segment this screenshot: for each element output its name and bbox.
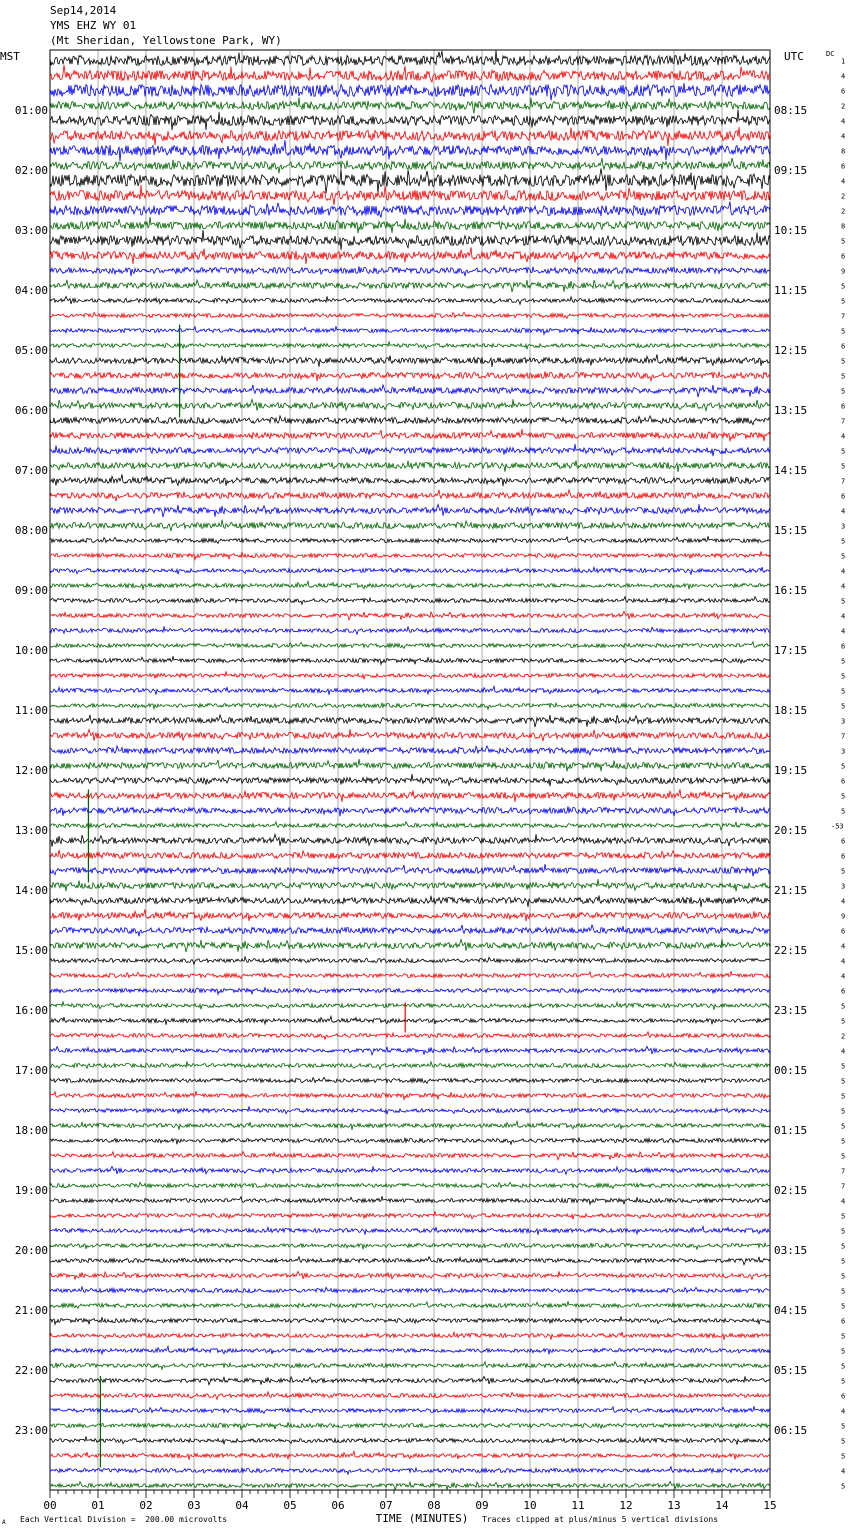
dc-offset-value: 6: [841, 87, 846, 96]
dc-offset-value: 6: [841, 162, 846, 171]
dc-offset-value: 5: [841, 1062, 846, 1071]
dc-offset-value: -53: [831, 822, 844, 831]
dc-offset-value: 5: [841, 1122, 846, 1131]
dc-offset-value: 5: [841, 672, 846, 681]
seismic-trace: [50, 1332, 770, 1340]
dc-offset-value: 5: [841, 1227, 846, 1236]
seismic-trace: [50, 185, 770, 205]
dc-offset-value: 6: [841, 837, 846, 846]
dc-offset-value: 4: [841, 957, 846, 966]
right-hour-label: 04:15: [774, 1304, 808, 1317]
dc-offset-value: 5: [841, 1452, 846, 1461]
dc-offset-value: 6: [841, 852, 846, 861]
dc-offset-value: 5: [841, 1137, 846, 1146]
left-hour-label: 01:00: [14, 104, 48, 117]
dc-offset-value: 4: [841, 1197, 846, 1206]
dc-offset-value: 4: [841, 1047, 846, 1056]
dc-offset-value: 4: [841, 1407, 846, 1416]
left-hour-label: 15:00: [14, 944, 48, 957]
seismic-trace: [50, 429, 770, 441]
dc-offset-value: 5: [841, 1212, 846, 1221]
seismic-trace: [50, 939, 770, 952]
seismic-trace: [50, 65, 770, 82]
dc-offset-value: 8: [841, 147, 846, 156]
dc-offset-value: 3: [841, 747, 846, 756]
right-hour-label: 23:15: [774, 1004, 808, 1017]
dc-offset-value: 5: [841, 552, 846, 561]
left-timezone-label: MST: [0, 50, 20, 63]
dc-offset-value: 9: [841, 267, 846, 276]
seismic-trace: [50, 642, 770, 648]
seismic-trace: [50, 686, 770, 695]
seismic-trace: [50, 597, 770, 605]
dc-offset-value: 7: [841, 1182, 846, 1191]
seismic-trace: [50, 1362, 770, 1370]
seismic-trace: [50, 1301, 770, 1308]
seismic-trace: [50, 1121, 770, 1130]
left-hour-label: 07:00: [14, 464, 48, 477]
dc-offset-value: 5: [841, 447, 846, 456]
right-hour-label: 14:15: [774, 464, 808, 477]
seismic-trace: [50, 746, 770, 755]
seismic-trace: [50, 444, 770, 456]
clip-note: Traces clipped at plus/minus 5 vertical divisions: [482, 1515, 719, 1524]
seismic-trace: [50, 1152, 770, 1160]
left-hour-label: 14:00: [14, 884, 48, 897]
dc-offset-value: 4: [841, 942, 846, 951]
seismic-trace: [50, 158, 770, 173]
dc-offset-value: 1: [841, 57, 846, 66]
dc-offset-value: 5: [841, 1377, 846, 1386]
seismic-trace: [50, 504, 770, 517]
dc-offset-value: 5: [841, 1437, 846, 1446]
seismic-trace: [50, 247, 770, 264]
dc-offset-value: 6: [841, 492, 846, 501]
dc-offset-value: 7: [841, 312, 846, 321]
seismic-trace: [50, 1482, 770, 1490]
right-hour-label: 15:15: [774, 524, 808, 537]
seismic-trace: [50, 1467, 770, 1475]
right-hour-label: 13:15: [774, 404, 808, 417]
right-hour-label: 16:15: [774, 584, 808, 597]
seismic-trace: [50, 1226, 770, 1235]
seismic-trace: [50, 612, 770, 620]
dc-header-label: DC: [826, 50, 835, 58]
dc-offset-value: 4: [841, 897, 846, 906]
dc-offset-value: 4: [841, 567, 846, 576]
dc-offset-value: 5: [841, 1152, 846, 1161]
dc-offset-value: 6: [841, 342, 846, 351]
dc-offset-value: 3: [841, 522, 846, 531]
dc-offset-value: 5: [841, 687, 846, 696]
seismic-trace: [50, 1001, 770, 1009]
dc-offset-value: 5: [841, 237, 846, 246]
dc-offset-value: 5: [841, 1017, 846, 1026]
seismic-trace: [50, 925, 770, 936]
dc-offset-value: 4: [841, 432, 846, 441]
right-hour-label: 10:15: [774, 224, 808, 237]
right-hour-label: 05:15: [774, 1364, 808, 1377]
x-tick-label: 06: [331, 1499, 345, 1512]
seismic-trace: [50, 1243, 770, 1250]
dc-offset-value: 4: [841, 117, 846, 126]
dc-offset-value: 6: [841, 1317, 846, 1326]
left-hour-label: 23:00: [14, 1424, 48, 1437]
seismic-trace: [50, 296, 770, 304]
seismic-trace: [50, 168, 770, 193]
seismic-trace: [50, 341, 770, 349]
dc-offset-value: 5: [841, 1272, 846, 1281]
dc-offset-value: 6: [841, 777, 846, 786]
left-hour-label: 19:00: [14, 1184, 48, 1197]
x-tick-label: 09: [475, 1499, 489, 1512]
seismic-trace: [50, 1211, 770, 1219]
dc-offset-value: 6: [841, 987, 846, 996]
dc-offset-value: 5: [841, 1002, 846, 1011]
seismic-trace: [50, 551, 770, 559]
x-tick-label: 08: [427, 1499, 441, 1512]
seismic-trace: [50, 202, 770, 218]
seismic-trace: [50, 879, 770, 891]
seismic-trace: [50, 385, 770, 397]
seismic-trace: [50, 280, 770, 292]
seismic-trace: [50, 656, 770, 664]
seismic-trace: [50, 850, 770, 859]
dc-offset-value: 4: [841, 72, 846, 81]
seismic-trace: [50, 715, 770, 727]
seismic-trace: [50, 217, 770, 233]
dc-offset-value: 5: [841, 1422, 846, 1431]
seismic-trace: [50, 1422, 770, 1429]
seismic-trace: [50, 1196, 770, 1204]
dc-offset-value: 2: [841, 1032, 846, 1041]
seismic-trace: [50, 266, 770, 276]
seismic-trace: [50, 971, 770, 978]
seismic-trace: [50, 399, 770, 411]
seismic-trace: [50, 371, 770, 381]
dc-offset-value: 7: [841, 732, 846, 741]
x-tick-label: 05: [283, 1499, 297, 1512]
seismic-trace: [50, 326, 770, 334]
dc-offset-value: 5: [841, 807, 846, 816]
dc-offset-value: 5: [841, 1482, 846, 1491]
left-hour-label: 18:00: [14, 1124, 48, 1137]
seismic-trace: [50, 312, 770, 318]
seismic-trace: [50, 1257, 770, 1265]
dc-offset-value: 5: [841, 597, 846, 606]
seismic-trace: [50, 671, 770, 679]
seismic-trace: [50, 230, 770, 250]
dc-offset-value: 2: [841, 102, 846, 111]
seismic-trace: [50, 1016, 770, 1025]
dc-offset-value: 5: [841, 657, 846, 666]
right-hour-label: 19:15: [774, 764, 808, 777]
seismic-trace: [50, 354, 770, 367]
seismic-trace: [50, 1138, 770, 1145]
right-hour-label: 17:15: [774, 644, 808, 657]
dc-offset-value: 7: [841, 477, 846, 486]
x-tick-label: 10: [523, 1499, 537, 1512]
right-hour-label: 06:15: [774, 1424, 808, 1437]
right-hour-label: 08:15: [774, 104, 808, 117]
dc-offset-value: 2: [841, 207, 846, 216]
left-hour-label: 09:00: [14, 584, 48, 597]
dc-offset-value: 6: [841, 927, 846, 936]
dc-offset-value: 4: [841, 627, 846, 636]
seismic-trace: [50, 1166, 770, 1174]
seismic-trace: [50, 1451, 770, 1460]
dc-offset-value: 4: [841, 972, 846, 981]
x-tick-label: 02: [139, 1499, 153, 1512]
left-hour-label: 13:00: [14, 824, 48, 837]
seismic-trace: [50, 1091, 770, 1099]
seismic-trace: [50, 806, 770, 816]
right-timezone-label: UTC: [784, 50, 804, 63]
seismic-trace: [50, 520, 770, 531]
left-hour-label: 08:00: [14, 524, 48, 537]
right-hour-label: 02:15: [774, 1184, 808, 1197]
right-hour-label: 03:15: [774, 1244, 808, 1257]
seismic-trace: [50, 729, 770, 741]
right-hour-label: 11:15: [774, 284, 808, 297]
dc-offset-value: 2: [841, 192, 846, 201]
header-channel: YMS EHZ WY 01: [50, 19, 137, 32]
dc-offset-value: 5: [841, 1257, 846, 1266]
x-tick-label: 04: [235, 1499, 249, 1512]
left-hour-label: 20:00: [14, 1244, 48, 1257]
left-hour-label: 11:00: [14, 704, 48, 717]
right-hour-label: 01:15: [774, 1124, 808, 1137]
seismic-trace: [50, 83, 770, 100]
seismic-trace: [50, 1061, 770, 1069]
dc-offset-value: 5: [841, 762, 846, 771]
seismic-trace: [50, 460, 770, 472]
seismic-trace: [50, 416, 770, 425]
dc-offset-value: 4: [841, 1467, 846, 1476]
seismic-trace: [50, 1406, 770, 1413]
seismic-trace: [50, 987, 770, 994]
seismic-trace: [50, 536, 770, 543]
left-hour-label: 12:00: [14, 764, 48, 777]
dc-offset-value: 4: [841, 582, 846, 591]
dc-offset-value: 5: [841, 462, 846, 471]
seismic-trace: [50, 1032, 770, 1040]
dc-offset-value: 5: [841, 1302, 846, 1311]
x-tick-label: 01: [91, 1499, 105, 1512]
seismic-trace: [50, 567, 770, 575]
dc-offset-value: 5: [841, 537, 846, 546]
right-hour-label: 18:15: [774, 704, 808, 717]
dc-offset-value: 7: [841, 417, 846, 426]
seismic-trace: [50, 864, 770, 876]
x-tick-label: 03: [187, 1499, 201, 1512]
right-hour-label: 20:15: [774, 824, 808, 837]
seismic-trace: [50, 789, 770, 802]
dc-offset-value: 4: [841, 507, 846, 516]
dc-offset-value: 5: [841, 282, 846, 291]
dc-offset-value: 5: [841, 372, 846, 381]
dc-offset-value: 5: [841, 1107, 846, 1116]
seismic-trace: [50, 703, 770, 710]
left-hour-label: 04:00: [14, 284, 48, 297]
seismic-trace: [50, 626, 770, 634]
x-tick-label: 11: [571, 1499, 585, 1512]
dc-offset-value: 6: [841, 252, 846, 261]
seismic-trace: [50, 1047, 770, 1055]
left-hour-label: 16:00: [14, 1004, 48, 1017]
header-date: Sep14,2014: [50, 4, 117, 17]
x-tick-label: 14: [715, 1499, 729, 1512]
x-tick-label: 12: [619, 1499, 633, 1512]
seismic-trace: [50, 774, 770, 786]
left-hour-label: 03:00: [14, 224, 48, 237]
dc-offset-value: 5: [841, 1242, 846, 1251]
seismic-trace: [50, 957, 770, 965]
seismic-trace: [50, 1392, 770, 1400]
right-hour-label: 00:15: [774, 1064, 808, 1077]
seismic-trace: [50, 909, 770, 921]
dc-offset-value: 5: [841, 792, 846, 801]
dc-offset-value: 6: [841, 642, 846, 651]
seismic-trace: [50, 834, 770, 847]
seismic-trace: [50, 490, 770, 501]
seismic-trace: [50, 1346, 770, 1354]
x-tick-label: 00: [43, 1499, 57, 1512]
x-tick-label: 13: [667, 1499, 681, 1512]
seismic-trace: [50, 1436, 770, 1444]
left-hour-label: 22:00: [14, 1364, 48, 1377]
seismic-trace: [50, 895, 770, 907]
dc-offset-value: 6: [841, 1392, 846, 1401]
dc-offset-value: 5: [841, 1332, 846, 1341]
left-hour-label: 02:00: [14, 164, 48, 177]
seismic-trace: [50, 1316, 770, 1324]
right-hour-label: 09:15: [774, 164, 808, 177]
seismic-trace: [50, 110, 770, 130]
dc-offset-value: 7: [841, 1167, 846, 1176]
seismic-trace: [50, 759, 770, 771]
dc-offset-value: 5: [841, 702, 846, 711]
seismic-trace: [50, 98, 770, 114]
dc-offset-value: 5: [841, 327, 846, 336]
dc-offset-value: 3: [841, 882, 846, 891]
seismic-trace: [50, 1376, 770, 1385]
dc-offset-value: 3: [841, 717, 846, 726]
left-hour-label: 10:00: [14, 644, 48, 657]
seismic-trace: [50, 1287, 770, 1293]
seismic-trace: [50, 581, 770, 590]
seismic-trace: [50, 1182, 770, 1188]
dc-offset-value: 6: [841, 402, 846, 411]
dc-offset-value: 5: [841, 1362, 846, 1371]
left-hour-label: 21:00: [14, 1304, 48, 1317]
right-hour-label: 22:15: [774, 944, 808, 957]
seismic-trace: [50, 1106, 770, 1114]
seismic-trace: [50, 1271, 770, 1279]
dc-offset-value: 5: [841, 387, 846, 396]
dc-offset-value: 5: [841, 1347, 846, 1356]
dc-offset-value: 5: [841, 867, 846, 876]
dc-offset-value: 5: [841, 1287, 846, 1296]
dc-offset-value: 5: [841, 1092, 846, 1101]
dc-offset-value: 4: [841, 177, 846, 186]
dc-offset-value: 9: [841, 912, 846, 921]
dc-offset-value: 5: [841, 297, 846, 306]
dc-offset-value: 4: [841, 612, 846, 621]
header-location: (Mt Sheridan, Yellowstone Park, WY): [50, 34, 282, 47]
x-axis-label: TIME (MINUTES): [375, 1512, 469, 1525]
left-hour-label: 17:00: [14, 1064, 48, 1077]
x-tick-label: 15: [763, 1499, 777, 1512]
seismic-trace: [50, 1077, 770, 1083]
seismic-trace: [50, 51, 770, 66]
corner-mark: A: [2, 1519, 6, 1526]
seismic-trace: [50, 822, 770, 830]
right-hour-label: 12:15: [774, 344, 808, 357]
x-tick-label: 07: [379, 1499, 393, 1512]
left-hour-label: 06:00: [14, 404, 48, 417]
seismic-trace: [50, 127, 770, 146]
seismic-trace: [50, 140, 770, 161]
scale-note: Each Vertical Division = 200.00 microvolts: [20, 1515, 228, 1524]
dc-offset-value: 4: [841, 132, 846, 141]
left-hour-label: 05:00: [14, 344, 48, 357]
dc-offset-value: 8: [841, 222, 846, 231]
dc-offset-value: 5: [841, 1077, 846, 1086]
dc-offset-value: 5: [841, 357, 846, 366]
seismic-trace: [50, 474, 770, 486]
right-hour-label: 21:15: [774, 884, 808, 897]
